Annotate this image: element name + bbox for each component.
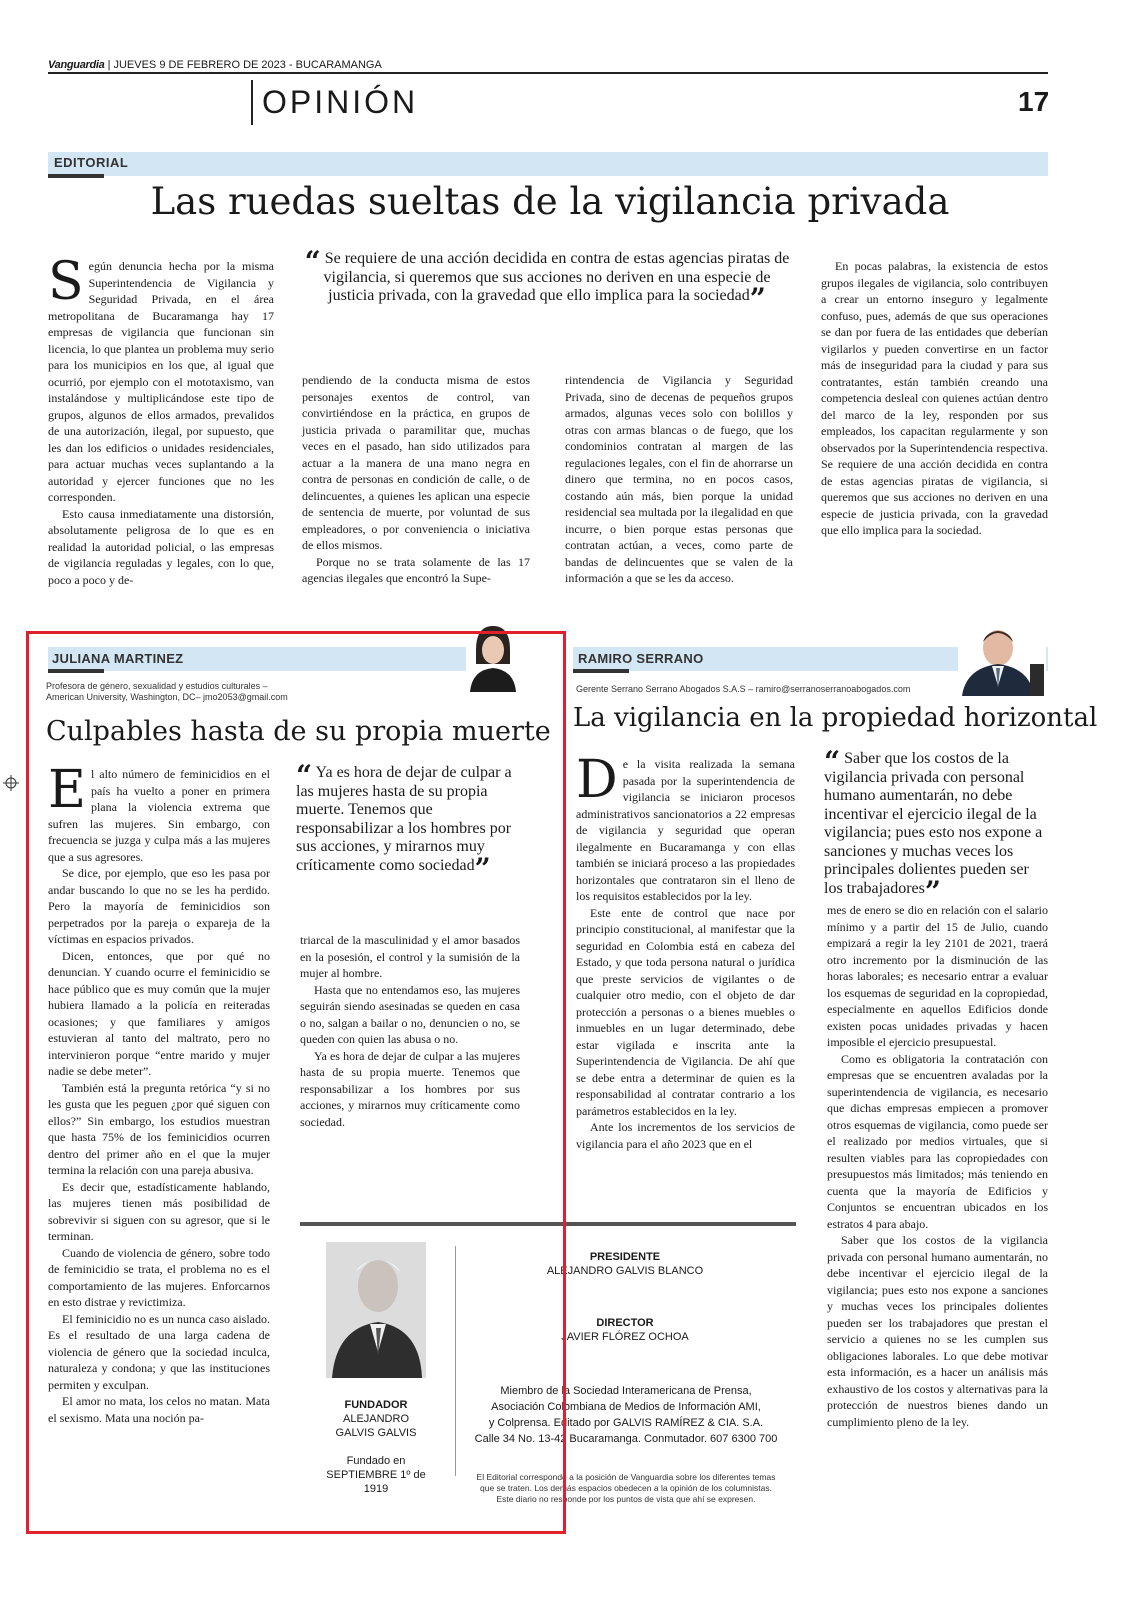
columnist-name-left: JULIANA MARTINEZ (52, 651, 184, 666)
open-quote-icon: “ (304, 245, 321, 278)
founder-name-1: ALEJANDRO (342, 1413, 410, 1425)
paragraph: Esto causa inmediatamente una distorsión, absolutamente peligrosa de lo que es en realidad la autoridad policial, o las empresas de vigilancia reguladas y legales, con lo que, poco a poco y de- (48, 506, 274, 587)
founded-date: SEPTIEMBRE 1º de 1919 (326, 1469, 426, 1495)
editorial-dropcap: S (48, 252, 84, 312)
brand-logo: Vanguardia (48, 59, 105, 71)
columnist-name-right: RAMIRO SERRANO (578, 651, 704, 666)
column-headline-left: Culpables hasta de su propia muerte (46, 716, 551, 747)
paragraph: l alto número de feminicidios en el país ha vuelto a poner en primera plana la violencia extrema que sufren las mujeres. Sin embargo, con frecuencia se juzga y culpa más a las mujeres que a sus agresores. (48, 767, 270, 864)
editorial-label: EDITORIAL (54, 155, 129, 170)
disclaimer-line: que se traten. Los demás espacios obedecen a la opinión de los columnistas. (479, 1483, 773, 1493)
open-quote-icon: “ (296, 759, 313, 792)
crop-mark-icon (3, 775, 19, 791)
info-line: y Colprensa. Editado por GALVIS RAMÍREZ & CIA. S.A. (488, 1417, 764, 1429)
masthead-line (48, 59, 382, 71)
editorial-column-3 (565, 372, 793, 587)
column-headline-right: La vigilancia en la propiedad horizontal (573, 703, 1098, 733)
editorial-band (48, 152, 1048, 176)
info-line: Miembro de la Sociedad Interamericana de Prensa, (500, 1385, 752, 1397)
column-right-pull-quote (824, 745, 1048, 908)
paragraph: egún denuncia hecha por la misma Superintendencia de Vigilancia y Seguridad Privada, en el área metropolitana de Bucaramanga hay 17 empresas de vigilancia que funcionan sin licencia, lo que plantea un problema muy serio para los municipios en los que, al igual que ocurrió, por ejemplo con el mototaxismo, van instalándose y multiplicándose este tipo de grupos, algunos de ellos armados, prevalidos de una autorización, ilegal, por supuesto, que les dan los edificios o unidades residenciales, para actuar muchas veces suplantando a la autoridad y ejercer funciones que no les corresponden. (48, 259, 274, 504)
paragraph: El feminicidio no es un nunca caso aislado. Es el resultado de una larga cadena de violencia de género que la sociedad inculca, naturaleza y condona; y que las instituciones permiten y exculpan. (48, 1311, 270, 1392)
paragraph: triarcal de la masculinidad y el amor basados en la posesión, el control y la sumisión de la mujer al hombre. (300, 933, 520, 980)
paragraph: El amor no mata, los celos no matan. Mata el sexismo. Mata una noción pa- (48, 1394, 270, 1425)
section-divider (251, 80, 253, 125)
paragraph: Es decir que, estadísticamente hablando, las mujeres tienen más posibilidad de sobrevivir si siguen con su agresor, que si le terminan. (48, 1179, 270, 1243)
founder-name-2: GALVIS GALVIS (335, 1427, 417, 1439)
paragraph: En pocas palabras, la existencia de estos grupos ilegales de vigilancia, solo contribuyen a crear un entorno inseguro y legalmente confuso, pues, además de que sus operaciones se dan por fuera de las entidades que deberían vigilarlos y pueden convertirse en un factor más de inseguridad para la ciudad y para sus contratantes, están también creando una competencia desleal con quienes actúan dentro del marco de la ley, responden por sus empleados, los capacitan regularmente y son observados por la Superintendencia respectiva. Se requiere de una acción decidida en contra de estas agencias piratas de vigilancia, si queremos que sus acciones no deriven en una especie de justicia privada, con la gravedad que ello implica para la sociedad. (821, 259, 1048, 537)
close-quote-icon: ” (474, 851, 491, 885)
disclaimer-line: El Editorial corresponde a la posición de Vanguardia sobre los diferentes temas (476, 1472, 776, 1482)
paragraph: Dicen, entonces, que por qué no denuncian. Y cuando ocurre el feminicidio se hace público que es muy común que la mujer hubiera llamado a la policía en reiteradas ocasiones; y que familiares y amigos estuvieran al tanto del maltrato, pero no intervinieron porque “entre marido y mujer nadie se debe meter”. (48, 948, 270, 1078)
paragraph: Saber que los costos de la vigilancia privada con personal humano aumentarán, no debe incentivar el ejercicio ilegal de la vigilancia; pues esto nos expone a sanciones y muchas veces los principales dolientes pueden ser los trabajadores que prestan el servicio a quienes no se les cumplen sus obligaciones laborales. Lo que debe motivar esta información, es a hacer un análisis más exhaustivo de los costos y alternativas para la protección de nuestros bienes dando un cumplimiento pleno de la ley. (827, 1233, 1048, 1429)
editorial-headline: Las ruedas sueltas de la vigilancia privada (150, 180, 950, 223)
section-title: OPINIÓN (262, 84, 419, 120)
info-line: Calle 34 No. 13-42 Bucaramanga. Conmutador. 607 6300 700 (474, 1433, 778, 1445)
paragraph: Se dice, por ejemplo, que eso les pasa por andar buscando lo que no se les ha perdido. Pero la mayoría de feminicidios son perpetrados por la pareja o expareja de la víctimas en espacios privados. (48, 866, 270, 946)
masthead-date: | JUEVES 9 DE FEBRERO DE 2023 - BUCARAMANGA (107, 59, 382, 71)
editorial-pull-quote (302, 245, 792, 315)
paragraph: rintendencia de Vigilancia y Seguridad Privada, sino de decenas de pequeños grupos armados, algunas veces solo con bolillos y otras con armas blancas o de fuego, que los condominios contratan al margen de las regulaciones legales, con el fin de ahorrarse un dinero que termina, no en pocos casos, costando aún más, bien porque la unidad residencial sea multada por la ilegalidad en que incurre, o bien porque estas personas que contratan actúan, a veces, como parte de bandas de delincuentes que se valen de la información a que se les da acceso. (565, 373, 793, 585)
column-left-quote-text: Ya es hora de dejar de culpar a las mujeres hasta de su propia muerte. Tenemos que responsabilizar a los hombres por sus acciones, y mirarnos muy críticamente como sociedad (296, 764, 512, 874)
columnist-photo-right (958, 624, 1046, 696)
paragraph: pendiendo de la conducta misma de estos personajes exentos de control, van convirtiéndose en la práctica, en grupos de justicia privada o paramilitar que, muchas veces en el pasado, han sido utilizados para actuar a la manera de una mano negra en contra de personas en condición de calle, o de delincuentes, a quienes les aplican una especie de sentencia de muerte, por voluntad de sus empleadores, o por conveniencia o iniciativa de ellos mismos. (302, 373, 530, 552)
column-right-quote-text: Saber que los costos de la vigilancia privada con personal humano aumentarán, no debe incentivar el ejercicio ilegal de la vigilancia; pues esto nos expone a sanciones y muchas veces los principales dolientes pueden ser los trabajadores (824, 750, 1043, 897)
column-right-text-2 (827, 902, 1048, 1430)
paragraph: Este ente de control que nace por principio constitucional, al manifestar que la seguridad en Colombia está en cabeza del Estado, y que toda persona natural o jurídica que preste servicios de vigilantes o de cualquier otro medio, con el objeto de dar protección a personas o a bienes muebles o inmuebles en un lugar determinado, debe estar vigilada e inscrita ante la Superintendencia de Vigilancia. De ahí que se debe entra a determinar de quien es la responsabilidad al contratar contrario a los parámetros establecidos en la ley. (576, 905, 795, 1118)
editorial-quote-text: Se requiere de una acción decidida en contra de estas agencias piratas de vigilancia, si queremos que sus acciones no deriven en una especie de justicia privada, con la gravedad que ello implica para la sociedad (323, 250, 790, 304)
paragraph: Cuando de violencia de género, sobre todo de feminicidio se trata, el problema no es el comportamiento de las mujeres. Enforcarnos en esto distrae y revictimiza. (48, 1245, 270, 1309)
highlight-box (26, 631, 566, 1534)
paragraph: También está la pregunta retórica “y si no les gusta que les peguen ¿por qué siguen con ellos?” Sin embargo, los estudios muestran que hasta 75% de los feminicidios ocurren dentro del primer año en el que la mujer termina la relación con una pareja abusiva. (48, 1080, 270, 1177)
editorial-underline (48, 174, 104, 178)
president-name: ALEJANDRO GALVIS BLANCO (546, 1265, 704, 1277)
columnist-underline-right (573, 669, 629, 673)
director-name: JAVIER FLÓREZ OCHOA (561, 1331, 689, 1343)
president-title: PRESIDENTE (589, 1251, 661, 1263)
paragraph: Como es obligatoria la contratación con empresas que se encuentren avaladas por la superintendencia de vigilancia, es necesario que dichas empresas empiecen a promover otros esquemas de vigilancia, como puede ser el realizado por medios virtuales, que si resulten viables para las copropiedades con presupuestos más limitados; más teniendo en cuenta que la mayoría de Edificios y Conjuntos se encuentran ubicados en los estratos 4 para abajo. (827, 1051, 1048, 1231)
editorial-column-1 (48, 252, 274, 588)
man-portrait-icon (958, 624, 1046, 696)
paragraph: e la visita realizada la semana pasada por la superintendencia de vigilancia se iniciaron procesos administrativos sancionatorios a 22 empresas de vigilancia y seguridad que operan ilegalmente en Bucaramanga y con ellas también se iniciará proceso a las propiedades horizontales que contrataron sin el lleno de los requisitos establecidos por la ley. (576, 757, 795, 903)
paragraph: Hasta que no entendamos eso, las mujeres seguirán siendo asesinadas se queden en casa o no, salgan a bailar o no, denuncien o no, se queden con quien las abusa o no. (300, 982, 520, 1046)
paragraph: Ya es hora de dejar de culpar a las mujeres hasta de su propia muerte. Tenemos que responsabilizar a los hombres por sus acciones, y mirarnos muy críticamente como sociedad. (300, 1048, 520, 1129)
info-line: Asociación Colombiana de Medios de Información AMI, (491, 1401, 761, 1413)
close-quote-icon: ” (749, 282, 766, 315)
columnist-bio-left: Profesora de género, sexualidad y estudios culturales – American University, Washington, DC– jmo2053@gmail.com (46, 681, 288, 702)
masthead-rule (48, 72, 1048, 74)
paragraph: Ante los incrementos de los servicios de vigilancia para el año 2023 que en el (576, 1120, 795, 1151)
disclaimer-line: Este diario no responde por los puntos de vista que ahí se expresen. (496, 1494, 756, 1504)
columnist-bio-right: Gerente Serrano Serrano Abogados S.A.S – ramiro@serranoserranoabogados.com (576, 684, 911, 694)
column-left-dropcap: E (48, 760, 86, 820)
open-quote-icon: “ (824, 745, 841, 778)
close-quote-icon: ” (924, 874, 941, 908)
page-number: 17 (1018, 86, 1050, 117)
director-title: DIRECTOR (596, 1317, 654, 1329)
founded-label: Fundado en (346, 1455, 406, 1467)
editorial-column-4 (821, 258, 1048, 539)
paragraph: Porque no se trata solamente de las 17 agencias ilegales que encontró la Supe- (302, 554, 530, 585)
paragraph: mes de enero se dio en relación con el salario mínimo y a partir del 15 de Julio, cuando empizará a regir la ley 2101 de 2021, traerá otro incremento por la disminución de las horas laborales; es necesario entrar a evaluar los esquemas de seguridad en la copropiedad, especialmente en aquellos Edificios donde existen pocas unidades privadas y hacen imposible el ejercicio presupuestal. (827, 903, 1048, 1049)
founder-title: FUNDADOR (344, 1399, 408, 1411)
column-right-text-1 (576, 750, 795, 1152)
editorial-column-2 (302, 372, 530, 587)
column-right-dropcap: D (576, 750, 618, 810)
